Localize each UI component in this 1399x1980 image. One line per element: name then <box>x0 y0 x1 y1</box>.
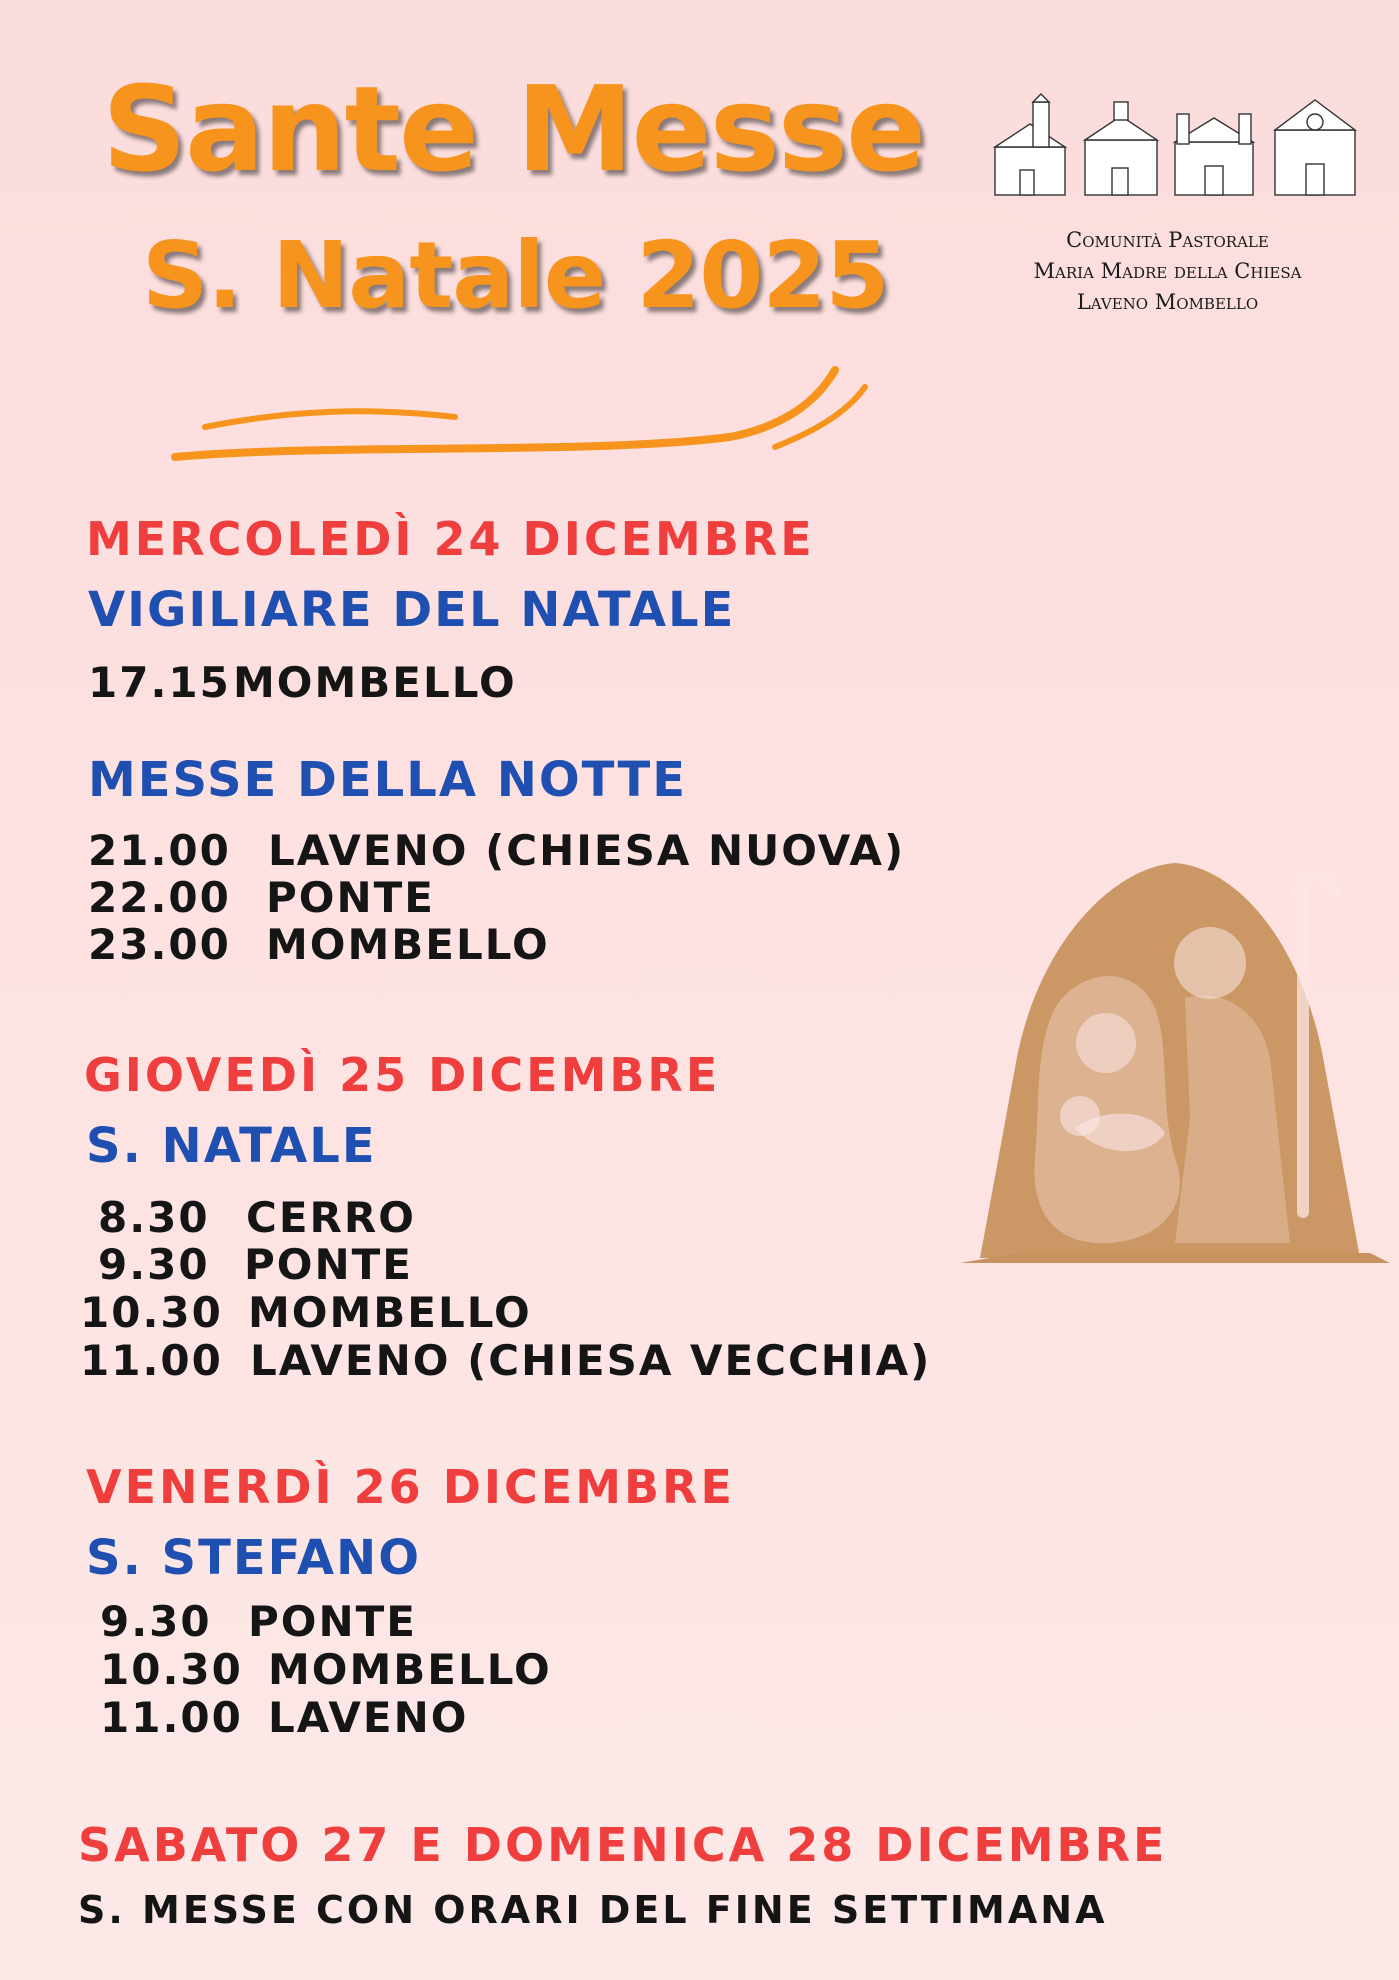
mass-row <box>98 1193 416 1242</box>
mass-row <box>100 1597 417 1646</box>
mass-row <box>100 1645 552 1694</box>
title-sante-messe: Sante Messe <box>102 60 925 198</box>
mass-row <box>98 1240 413 1289</box>
mass-time: 22.00 <box>88 873 231 922</box>
mass-row <box>88 920 550 969</box>
mass-place: PONTE <box>248 1597 417 1646</box>
mass-row <box>80 1288 532 1337</box>
mass-time: 10.30 <box>100 1645 243 1694</box>
mass-row <box>88 658 517 707</box>
mass-place: LAVENO <box>268 1693 469 1742</box>
nativity-illustration <box>960 858 1390 1268</box>
mass-place: CERRO <box>246 1193 416 1242</box>
mass-time: 17.15 <box>88 658 231 707</box>
mass-place: PONTE <box>244 1240 413 1289</box>
community-line-2: Maria Madre della Chiesa <box>1033 259 1302 283</box>
decorative-swoosh <box>170 365 880 470</box>
mass-place: PONTE <box>266 873 435 922</box>
community-line-1: Comunità Pastorale <box>1066 228 1269 252</box>
mass-place: MOMBELLO <box>268 1645 552 1694</box>
mass-row <box>88 873 435 922</box>
mass-row <box>80 1336 931 1385</box>
feast-heading: VIGILIARE DEL NATALE <box>88 582 736 638</box>
mass-time: 23.00 <box>88 920 231 969</box>
weekend-heading: SABATO 27 E DOMENICA 28 DICEMBRE <box>78 1818 1168 1872</box>
title-natale-2025: S. Natale 2025 <box>142 222 889 329</box>
mass-place: LAVENO (CHIESA NUOVA) <box>268 826 906 875</box>
mass-place: MOMBELLO <box>233 658 517 707</box>
mass-time: 11.00 <box>100 1693 243 1742</box>
feast-heading: S. NATALE <box>86 1118 377 1174</box>
mass-time: 8.30 <box>98 1193 210 1242</box>
mass-time: 9.30 <box>98 1240 210 1289</box>
mass-time: 11.00 <box>80 1336 223 1385</box>
day-heading: GIOVEDÌ 25 DICEMBRE <box>84 1048 721 1102</box>
feast-heading: S. STEFANO <box>86 1530 422 1586</box>
feast-heading: MESSE DELLA NOTTE <box>88 752 688 808</box>
mass-place: LAVENO (CHIESA VECCHIA) <box>250 1336 932 1385</box>
community-line-3: Laveno Mombello <box>1076 290 1259 314</box>
weekend-note: S. MESSE CON ORARI DEL FINE SETTIMANA <box>78 1888 1108 1932</box>
community-name <box>985 225 1350 318</box>
mass-time: 21.00 <box>88 826 231 875</box>
churches-illustration <box>990 92 1360 202</box>
mass-row <box>100 1693 468 1742</box>
day-heading: MERCOLEDÌ 24 DICEMBRE <box>86 512 815 566</box>
day-heading: VENERDÌ 26 DICEMBRE <box>86 1460 735 1514</box>
mass-place: MOMBELLO <box>248 1288 532 1337</box>
mass-place: MOMBELLO <box>266 920 550 969</box>
mass-time: 9.30 <box>100 1597 212 1646</box>
mass-time: 10.30 <box>80 1288 223 1337</box>
mass-row <box>88 826 905 875</box>
